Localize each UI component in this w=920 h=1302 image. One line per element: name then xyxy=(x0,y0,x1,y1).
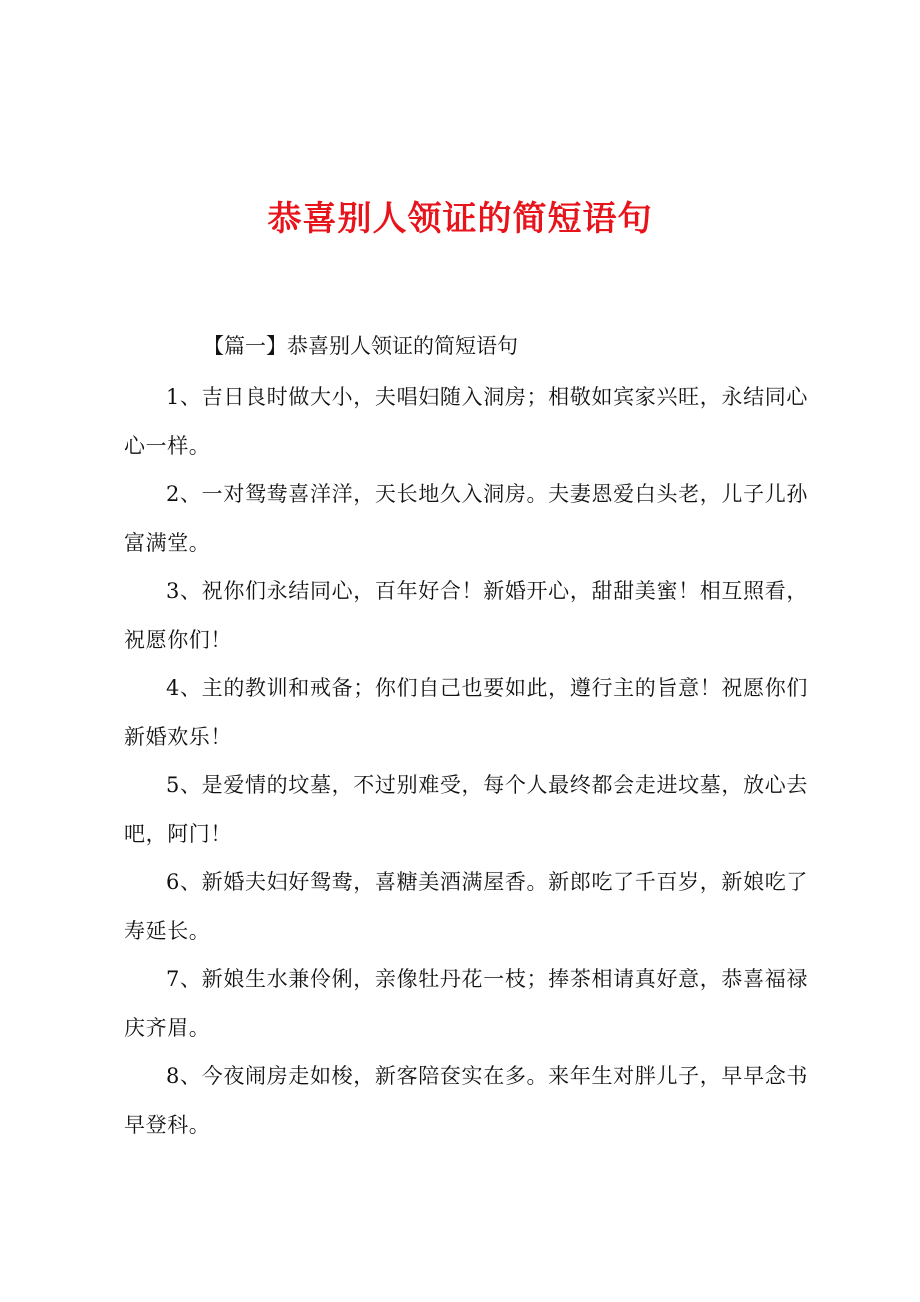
list-item: 7、新娘生水兼伶俐，亲像牡丹花一枝；捧茶相请真好意，恭喜福禄庆齐眉。 xyxy=(124,967,808,1040)
list-item: 5、是爱情的坟墓，不过别难受，每个人最终都会走进坟墓，放心去吧，阿门！ xyxy=(124,773,808,846)
list-item: 3、祝你们永结同心，百年好合！新婚开心，甜甜美蜜！相互照看，祝愿你们！ xyxy=(124,579,808,652)
greeting-list xyxy=(124,373,808,1149)
list-item: 6、新婚夫妇好鸳鸯，喜糖美酒满屋香。新郎吃了千百岁，新娘吃了寿延长。 xyxy=(124,870,808,943)
list-item: 2、一对鸳鸯喜洋洋，天长地久入洞房。夫妻恩爱白头老，儿子儿孙富满堂。 xyxy=(124,482,808,555)
section-heading: 【篇一】恭喜别人领证的简短语句 xyxy=(203,334,518,358)
list-item: 8、今夜闹房走如梭，新客陪奁实在多。来年生对胖儿子，早早念书早登科。 xyxy=(124,1064,808,1137)
list-item: 1、吉日良时做大小，夫唱妇随入洞房；相敬如宾家兴旺，永结同心心一样。 xyxy=(124,385,808,458)
list-item: 4、主的教训和戒备；你们自己也要如此，遵行主的旨意！祝愿你们新婚欢乐！ xyxy=(124,676,808,749)
document-title: 恭喜别人领证的简短语句 xyxy=(267,199,653,239)
